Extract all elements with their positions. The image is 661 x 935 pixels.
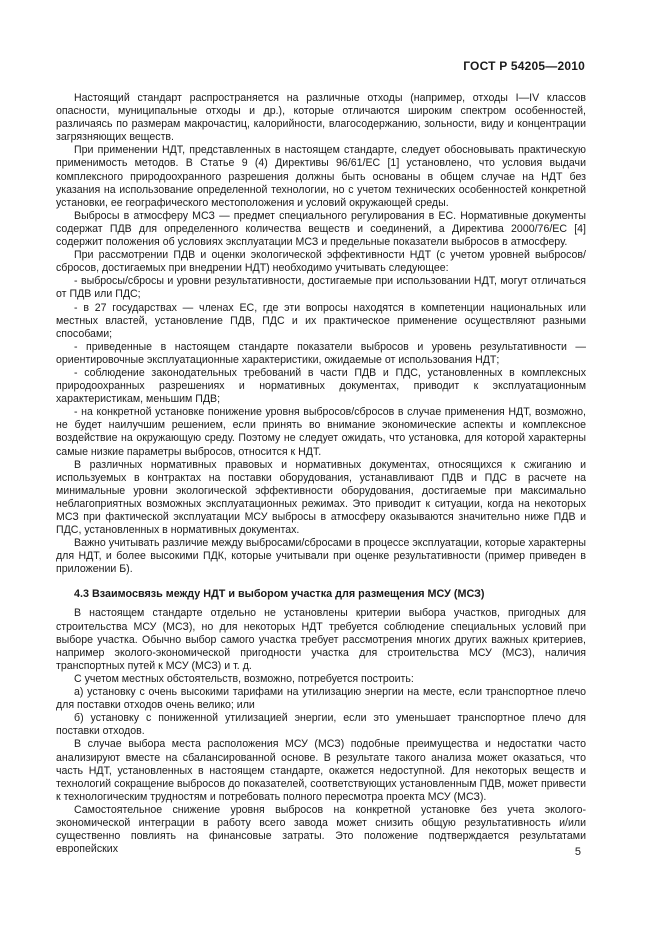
paragraph: В различных нормативных правовых и нормативных документах, относящихся к сжиганию и используемых в контрактах на поставки оборудования, устанавливают ПДВ и ПДС в расчете на минимальные уровни экологической эффективности оборудования, достигаемые при максимально неблагоприятных возможных эксплуатационных режимах. Это приводит к ситуации, когда на некоторых МСЗ при фактической эксплуатации МСУ выбросы в атмосферу оказываются значительно ниже ПДВ и ПДС, установленных в нормативных документах. bbox=[56, 458, 586, 537]
list-item: - выбросы/сбросы и уровни результативности, достигаемые при использовании НДТ, могут отличаться от ПДВ или ПДС; bbox=[56, 275, 586, 301]
paragraph: Настоящий стандарт распространяется на различные отходы (например, отходы I—IV классов опасности, муниципальные отходы и др.), которые отличаются широким спектром особенностей, различаясь по размерам макрочастиц, калорийности, влагосодержанию, зольности, виду и концентрации загрязняющих веществ. bbox=[56, 92, 586, 144]
standard-code-header: ГОСТ Р 54205—2010 bbox=[463, 59, 585, 73]
list-item: а) установку с очень высокими тарифами на утилизацию энергии на месте, если транспортное плечо для поставки отходов очень велико; или bbox=[56, 686, 586, 712]
paragraph: Важно учитывать различие между выбросами/сбросами в процессе эксплуатации, которые характерны для НДТ, и более высокими ПДК, которые учитывали при оценке результативности (пример приведен в приложении Б). bbox=[56, 537, 586, 576]
paragraph: Самостоятельное снижение уровня выбросов на конкретной установке без учета экологo-экономической интеграции в работу всего завода может снизить общую результативность и/или существенно повлиять на финансовые затраты. Это положение подтверждается результатами европейских bbox=[56, 803, 586, 856]
paragraph: В случае выбора места расположения МСУ (МСЗ) подобные преимущества и недостатки часто анализируют вместе на сбалансированной основе. В результате такого анализа может оказаться, что часть НДТ, установленных в настоящем стандарте, окажется недоступной. Для некоторых веществ и технологий сокращение выбросов до показателей, соответствующих установленным ПДВ, может привести к технологическим трудностям и потребовать полного пересмотра проекта МСУ (МСЗ). bbox=[56, 738, 586, 803]
paragraph: При рассмотрении ПДВ и оценки экологической эффективности НДТ (с учетом уровней выбросов/сбросов, достигаемых при внедрении НДТ) необходимо учитывать следующее: bbox=[56, 249, 586, 275]
paragraph: В настоящем стандарте отдельно не установлены критерии выбора участков, пригодных для строительства МСУ (МСЗ), но для некоторых НДТ требуется соблюдение специальных условий при выборе участка. Обычно выбор самого участка требует рассмотрения многих других важных критериев, например экологo-экономической пригодности участка для строительства МСУ (МСЗ), наличия транспортных путей к МСУ (МСЗ) и т. д. bbox=[56, 607, 586, 672]
list-item: - на конкретной установке понижение уровня выбросов/сбросов в случае применения НДТ, возможно, не будет наилучшим решением, если принять во внимание экономические аспекты и комплексное воздействие на окружающую среду. Поэтому не следует ожидать, что установка, для которой характерны самые низкие параметры выбросов, относится к НДТ. bbox=[56, 406, 586, 458]
document-body bbox=[56, 92, 586, 856]
list-item: - соблюдение законодательных требований в части ПДВ и ПДС, установленных в комплексных природоохранных разрешениях и нормативных документах, приводит к эксплуатационным характеристикам, меньшим ПДВ; bbox=[56, 366, 586, 406]
list-item: б) установку с пониженной утилизацией энергии, если это уменьшает транспортное плечо для поставки отходов. bbox=[56, 712, 586, 738]
list-item: - в 27 государствах — членах ЕС, где эти вопросы находятся в компетенции национальных или местных властей, установление ПДВ, ПДС и их практическое применение осуществляют разными способами; bbox=[56, 301, 586, 340]
paragraph: При применении НДТ, представленных в настоящем стандарте, следует обосновывать практическую применимость методов. В Статье 9 (4) Директивы 96/61/ЕС [1] установлено, что условия выдачи комплексного природоохранного разрешения должны быть основаны в общем случае на НДТ без указания на использование определенной технологии, но с учетом технических особенностей конкретной установки, ее географического местоположения и условий окружающей среды. bbox=[56, 144, 586, 209]
page-number: 5 bbox=[574, 846, 581, 858]
paragraph: Выбросы в атмосферу МСЗ — предмет специального регулирования в ЕС. Нормативные документы содержат ПДВ для определенного количества веществ и соединений, а Директива 2000/76/ЕС [4] содержит положения об условиях эксплуатации МСЗ и предельные показатели выбросов в атмосферу. bbox=[56, 209, 586, 249]
paragraph: С учетом местных обстоятельств, возможно, потребуется построить: bbox=[74, 672, 414, 685]
list-item: - приведенные в настоящем стандарте показатели выбросов и уровень результативности — ориентировочные эксплуатационные характеристики, ожидаемые от использования НДТ; bbox=[56, 340, 586, 366]
section-heading: 4.3 Взаимосвязь между НДТ и выбором участка для размещения МСУ (МСЗ) bbox=[74, 588, 485, 601]
